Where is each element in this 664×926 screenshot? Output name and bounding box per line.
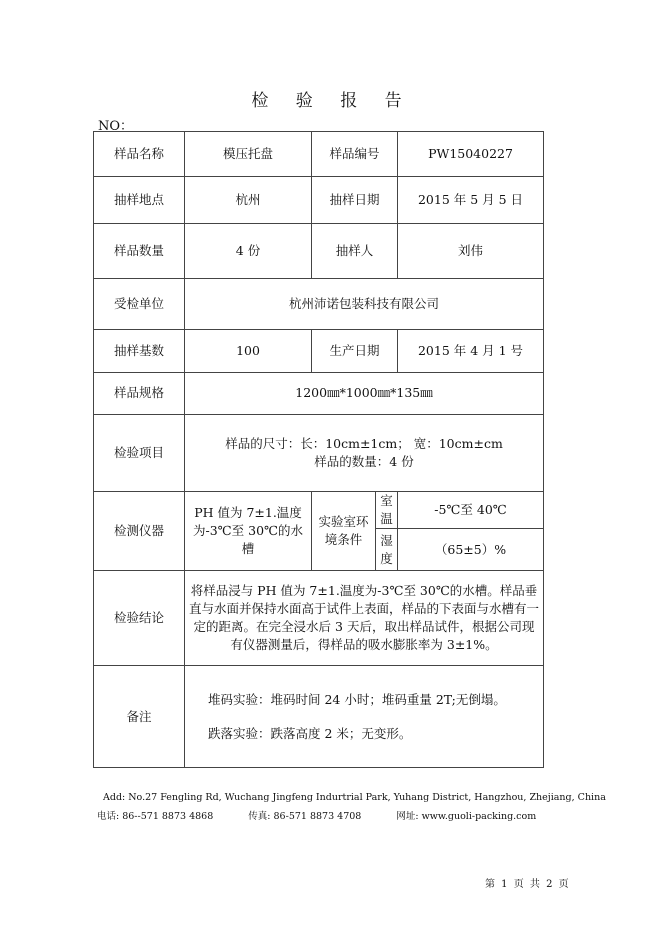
report-table [93, 131, 544, 768]
conclusion-label: 检验结论 [94, 571, 185, 666]
footer-address: Add: No.27 Fengling Rd, Wuchang Jingfeng Indurtrial Park, Yuhang District, Hangzhou, Zhejiang, China [103, 792, 606, 803]
sampling-base-label: 抽样基数 [94, 330, 185, 373]
instrument-label: 检测仪器 [94, 492, 185, 571]
remarks-content [185, 666, 544, 768]
sample-qty-label: 样品数量 [94, 224, 185, 279]
items-value [185, 415, 544, 492]
sampling-date-value: 2015 年 5 月 5 日 [398, 177, 544, 224]
sampling-place-label: 抽样地点 [94, 177, 185, 224]
sampler-label: 抽样人 [312, 224, 398, 279]
production-date-value: 2015 年 4 月 1 号 [398, 330, 544, 373]
footer-fax: 传真: 86-571 8873 4708 [248, 811, 362, 822]
sample-qty-value: 4 份 [185, 224, 312, 279]
table-row [94, 666, 544, 768]
footer-contact [97, 808, 568, 822]
spec-label: 样品规格 [94, 373, 185, 415]
sampling-date-label: 抽样日期 [312, 177, 398, 224]
footer-phone: 电话: 86--571 8873 4868 [97, 811, 214, 822]
sample-name-value: 模压托盘 [185, 132, 312, 177]
report-number-label: NO： [98, 119, 134, 134]
remarks-label: 备注 [94, 666, 185, 768]
remark-stacking: 堆码实验：堆码时间 24 小时；堆码重量 2T;无倒塌。 [208, 692, 506, 708]
table-row [94, 492, 544, 529]
humidity-value: （65±5）% [398, 529, 544, 571]
footer-website: 网址: www.guoli-packing.com [396, 811, 537, 822]
env-conditions-label: 实验室环境条件 [312, 492, 376, 571]
humidity-label: 湿度 [376, 529, 398, 571]
table-row [94, 571, 544, 666]
spec-value: 1200㎜*1000㎜*135㎜ [185, 373, 544, 415]
page-number: 第 1 页 共 2 页 [485, 879, 569, 890]
sample-name-label: 样品名称 [94, 132, 185, 177]
room-temp-label: 室温 [376, 492, 398, 529]
sampler-value: 刘伟 [398, 224, 544, 279]
items-line-qty: 样品的数量：4 份 [314, 454, 414, 469]
inspected-unit-value: 杭州沛诺包装科技有限公司 [185, 279, 544, 330]
items-line-size: 样品的尺寸：长：10cm±1cm； 宽：10cm±cm [225, 435, 503, 451]
items-label: 检验项目 [94, 415, 185, 492]
conclusion-text: 将样品浸与 PH 值为 7±1.温度为-3℃至 30℃的水槽。样品垂直与水面并保持水面高于试件上表面，样品的下表面与水槽有一定的距离。在完全浸水后 3 天后，取出样品试件，根据公司现有仪器测量后，得样品的吸水膨胀率为 3±1%。 [185, 571, 544, 666]
table-row [94, 224, 544, 279]
table-row [94, 415, 544, 492]
sample-id-label: 样品编号 [312, 132, 398, 177]
sampling-base-value: 100 [185, 330, 312, 373]
table-row [94, 373, 544, 415]
table-row [94, 279, 544, 330]
production-date-label: 生产日期 [312, 330, 398, 373]
sample-id-value: PW15040227 [398, 132, 544, 177]
inspected-unit-label: 受检单位 [94, 279, 185, 330]
remark-drop: 跌落实验：跌落高度 2 米；无变形。 [208, 725, 412, 741]
table-row [94, 330, 544, 373]
sampling-place-value: 杭州 [185, 177, 312, 224]
report-title: 检 验 报 告 [251, 91, 413, 111]
instrument-desc: PH 值为 7±1.温度为-3℃至 30℃的水槽 [185, 492, 312, 571]
room-temp-value: -5℃至 40℃ [398, 492, 544, 529]
table-row [94, 132, 544, 177]
table-row [94, 177, 544, 224]
